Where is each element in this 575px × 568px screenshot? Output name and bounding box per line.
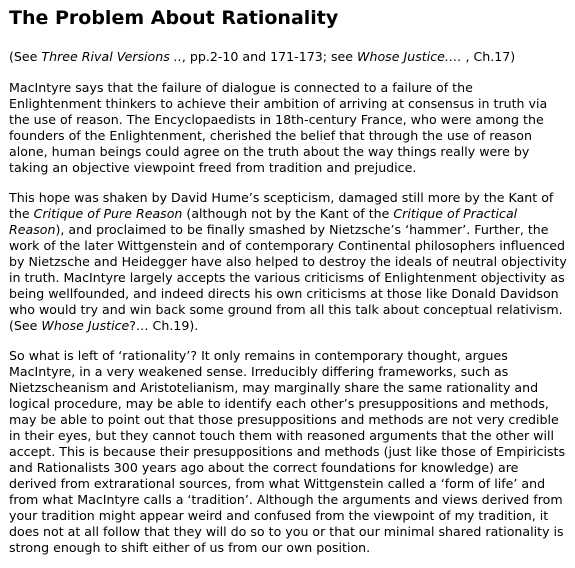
paragraph-2 bbox=[9, 190, 569, 334]
paragraph-3-text: So what is left of ‘rationality’? It only remains in contemporary thought, argues MacIntyre, in a very weakened sense. Irreducibly differing frameworks, such as Nietzscheanism and Aristotelianism, may marginally share the same rationality and logical procedure, may be able to identify each other’s presuppositions and methods, may be able to point out that those presuppositions and methods are not very credible in their eyes, but they cannot touch them with reasoned arguments that the other will accept. This is because their presuppositions and methods (just like those of Empiricists and Rationalists 300 years ago about the correct foundations for knowledge) are derived from extrarational sources, from what Wittgenstein called a ‘form of life’ and from what MacIntyre calls a ‘tradition’. Although the arguments and views derived from your tradition might appear weird and confused from the viewpoint of my tradition, it does not at all follow that they will do so to you or that our minimal shared rationality is strong enough to shift either of us from our own position. bbox=[9, 348, 566, 555]
paragraph-2-book-title-1: Critique of Pure Reason bbox=[33, 206, 183, 221]
paragraph-2-book-title-3: Whose Justice bbox=[41, 318, 130, 333]
paragraph-2-text-3: ), and proclaimed to be finally smashed by Nietzsche’s ‘hammer’. Further, the work of the later Wittgenstein and of contemporary Continental philosophers influenced by Nietzsche and Heidegger have also helped to destroy the ideals of neutral objectivity in truth. MacIntyre largely accepts the various criticisms of Enlightenment objectivity as being wellfounded, and indeed directs his own criticisms at those like Donald Davidson who would try and win back some ground from all this talk about conceptual relativism. (See bbox=[9, 222, 567, 333]
paragraph-2-text-2: (although not by the Kant of the bbox=[182, 206, 394, 221]
citation-text-3: , Ch.17) bbox=[461, 49, 516, 64]
paragraph-1 bbox=[9, 80, 569, 176]
citation-line bbox=[9, 49, 569, 65]
page-title: The Problem About Rationality bbox=[9, 7, 339, 29]
paragraph-2-text-4: ?… Ch.19). bbox=[129, 318, 199, 333]
citation-book-title-2: Whose Justice…. bbox=[357, 49, 462, 64]
citation-book-title-1: Three Rival Versions .. bbox=[41, 49, 182, 64]
paragraph-3 bbox=[9, 348, 569, 556]
paragraph-1-text: MacIntyre says that the failure of dialogue is connected to a failure of the Enlightenment thinkers to achieve their ambition of arriving at consensus in truth via the use of reason. The Encyclopaedists in 18th-century France, who were among the founders of the Enlightenment, cherished the belief that through the use of reason alone, human beings could agree on the truth about the way things really were by taking an objective viewpoint freed from tradition and prejudice. bbox=[9, 80, 548, 175]
citation-text-1: (See bbox=[9, 49, 42, 64]
paragraph-2-book-title-2: Critique of Practical Reason bbox=[9, 206, 518, 237]
citation-text-2: , pp.2-10 and 171-173; see bbox=[181, 49, 358, 64]
paragraph-2-text-1: This hope was shaken by David Hume’s scepticism, damaged still more by the Kant of the bbox=[9, 190, 554, 221]
